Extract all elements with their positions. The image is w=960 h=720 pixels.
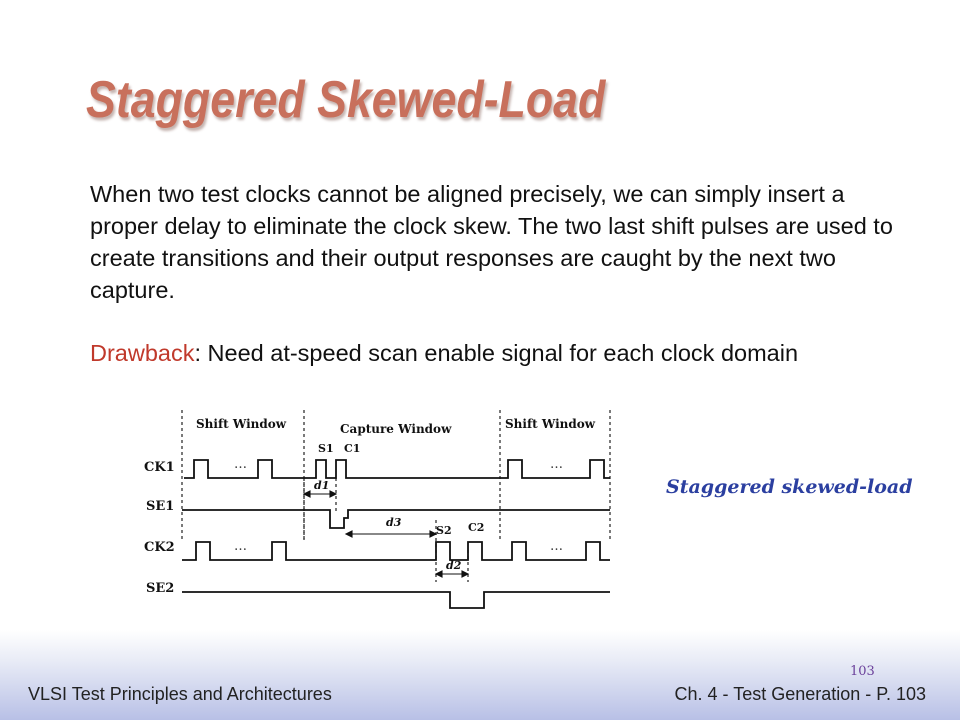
drawback-label: Drawback [90, 340, 195, 366]
body-paragraph: When two test clocks cannot be aligned precisely, we can simply insert a proper delay to eliminate the clock skew. The two last shift pulses are used to create transitions and their output responses are caught by the next two capture. [90, 181, 893, 303]
ellipsis-ck2-right: … [550, 539, 563, 554]
capture-window-label: Capture Window [340, 422, 452, 436]
d1-arrowhead-right [330, 491, 336, 497]
signal-label-ck1: CK1 [144, 460, 175, 475]
delay-label-d2: d2 [446, 559, 462, 572]
d1-arrowhead-left [304, 491, 310, 497]
ellipsis-ck1-right: … [550, 457, 563, 472]
slide-title: Staggered Skewed-Load [86, 71, 606, 129]
pulse-label-c1: C1 [344, 442, 361, 455]
footer-course-title: VLSI Test Principles and Architectures [28, 684, 332, 704]
signal-label-se2: SE2 [146, 581, 175, 596]
pulse-label-s1: S1 [318, 442, 334, 455]
drawback-text: : Need at-speed scan enable signal for each clock domain [194, 340, 799, 366]
ellipsis-ck2-left: … [234, 539, 247, 554]
waveform-se2 [182, 592, 610, 608]
ellipsis-ck1-left: … [234, 457, 247, 472]
shift-window-right-label: Shift Window [505, 417, 596, 431]
delay-label-d1: d1 [314, 479, 330, 492]
shift-window-left-label: Shift Window [196, 417, 287, 431]
waveform-ck1 [184, 460, 610, 478]
d2-arrowhead-right [462, 571, 468, 577]
drawback-line [90, 340, 798, 367]
diagram-caption: Staggered skewed-load [666, 476, 913, 498]
signal-label-se1: SE1 [146, 499, 175, 514]
page-number-small: 103 [850, 664, 875, 679]
footer-band [0, 630, 960, 720]
delay-label-d3: d3 [386, 516, 402, 529]
signal-label-ck2: CK2 [144, 540, 175, 555]
pulse-label-s2: S2 [436, 524, 452, 537]
timing-diagram [130, 400, 630, 615]
footer-chapter-page: Ch. 4 - Test Generation - P. 103 [674, 684, 926, 704]
d3-arrowhead-left [346, 531, 352, 537]
pulse-label-c2: C2 [468, 521, 485, 534]
d2-arrowhead-left [436, 571, 442, 577]
